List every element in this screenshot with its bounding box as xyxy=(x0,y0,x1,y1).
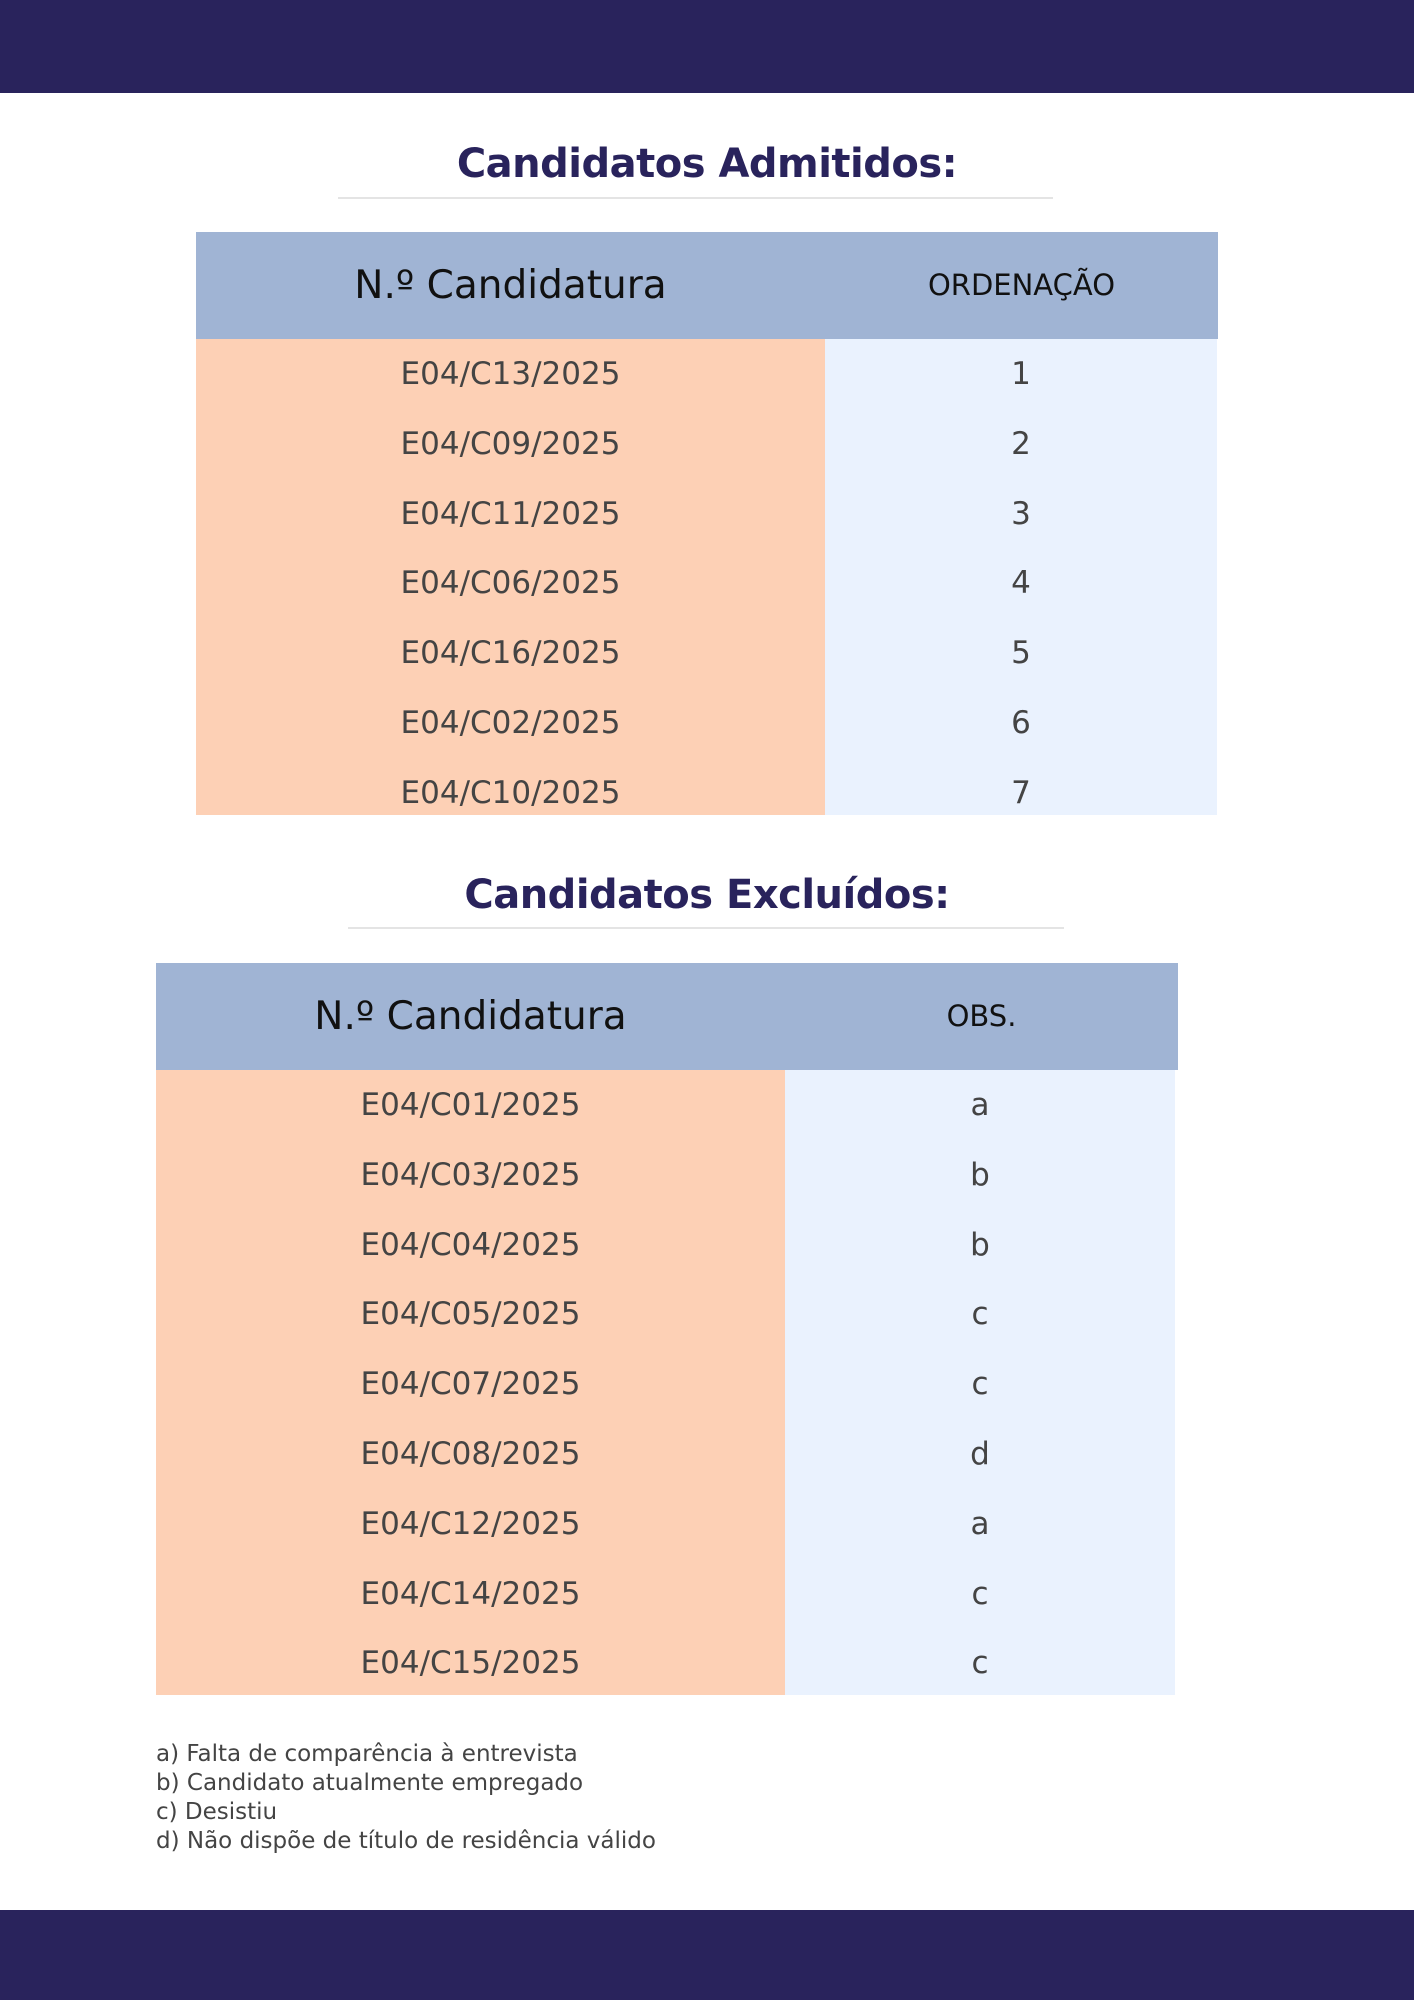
excluidos-header-obs: OBS. xyxy=(946,999,1017,1033)
legend-notes xyxy=(156,1740,656,1856)
excluidos-candidatura-cell: E04/C12/2025 xyxy=(360,1505,581,1542)
excluidos-obs-cell: a xyxy=(970,1505,990,1542)
excluidos-candidatura-cell: E04/C05/2025 xyxy=(360,1296,581,1333)
admitidos-ordem-cell: 1 xyxy=(1011,356,1031,392)
excluidos-candidatura-cell: E04/C15/2025 xyxy=(360,1645,581,1682)
top-banner xyxy=(0,0,1414,93)
legend-note: a) Falta de comparência à entrevista xyxy=(156,1741,578,1767)
admitidos-column-ordenacao xyxy=(825,339,1217,815)
legend-note: d) Não dispõe de título de residência válido xyxy=(156,1828,656,1854)
excluidos-obs-cell: c xyxy=(971,1645,989,1682)
excluidos-candidatura-cell: E04/C08/2025 xyxy=(360,1436,581,1472)
excluidos-title-rule xyxy=(348,927,1064,929)
admitidos-candidatura-cell: E04/C11/2025 xyxy=(400,495,621,532)
excluidos-obs-cell: b xyxy=(970,1156,990,1193)
admitidos-candidatura-cell: E04/C10/2025 xyxy=(400,774,621,811)
admitidos-table-header xyxy=(196,232,1218,339)
admitidos-title-rule xyxy=(338,197,1053,199)
admitidos-candidatura-cell: E04/C09/2025 xyxy=(400,425,621,462)
admitidos-title: Candidatos Admitidos: xyxy=(456,141,958,187)
excluidos-obs-cell: c xyxy=(971,1296,989,1333)
excluidos-header-candidatura: N.º Candidatura xyxy=(314,994,627,1039)
legend-note: b) Candidato atualmente empregado xyxy=(156,1770,584,1796)
excluidos-obs-cell: d xyxy=(970,1436,990,1472)
admitidos-ordem-cell: 5 xyxy=(1011,635,1031,672)
excluidos-column-obs xyxy=(785,1070,1175,1695)
admitidos-table xyxy=(196,232,1218,815)
admitidos-candidatura-cell: E04/C13/2025 xyxy=(400,356,621,392)
excluidos-obs-cell: c xyxy=(971,1575,989,1612)
excluidos-column-candidatura xyxy=(156,1070,785,1695)
excluidos-table xyxy=(156,963,1178,1695)
excluidos-candidatura-cell: E04/C14/2025 xyxy=(360,1575,581,1612)
excluidos-candidatura-cell: E04/C01/2025 xyxy=(360,1087,581,1123)
excluidos-obs-cell: a xyxy=(970,1087,990,1123)
excluidos-candidatura-cell: E04/C04/2025 xyxy=(360,1226,581,1263)
admitidos-ordem-cell: 3 xyxy=(1011,495,1031,532)
admitidos-header-ordenacao: ORDENAÇÃO xyxy=(927,268,1116,302)
excluidos-title: Candidatos Excluídos: xyxy=(464,872,950,918)
admitidos-ordem-cell: 2 xyxy=(1011,425,1031,462)
admitidos-header-candidatura: N.º Candidatura xyxy=(354,263,667,308)
admitidos-column-candidatura xyxy=(196,339,825,815)
excluidos-table-header xyxy=(156,963,1178,1070)
admitidos-ordem-cell: 7 xyxy=(1011,774,1031,811)
excluidos-candidatura-cell: E04/C07/2025 xyxy=(360,1366,581,1403)
admitidos-ordem-cell: 4 xyxy=(1011,565,1031,602)
bottom-banner xyxy=(0,1910,1414,2000)
excluidos-obs-cell: c xyxy=(971,1366,989,1403)
admitidos-ordem-cell: 6 xyxy=(1011,705,1031,741)
legend-note: c) Desistiu xyxy=(156,1799,278,1825)
excluidos-candidatura-cell: E04/C03/2025 xyxy=(360,1156,581,1193)
admitidos-candidatura-cell: E04/C02/2025 xyxy=(400,705,621,741)
admitidos-candidatura-cell: E04/C06/2025 xyxy=(400,565,621,602)
excluidos-obs-cell: b xyxy=(970,1226,990,1263)
admitidos-candidatura-cell: E04/C16/2025 xyxy=(400,635,621,672)
